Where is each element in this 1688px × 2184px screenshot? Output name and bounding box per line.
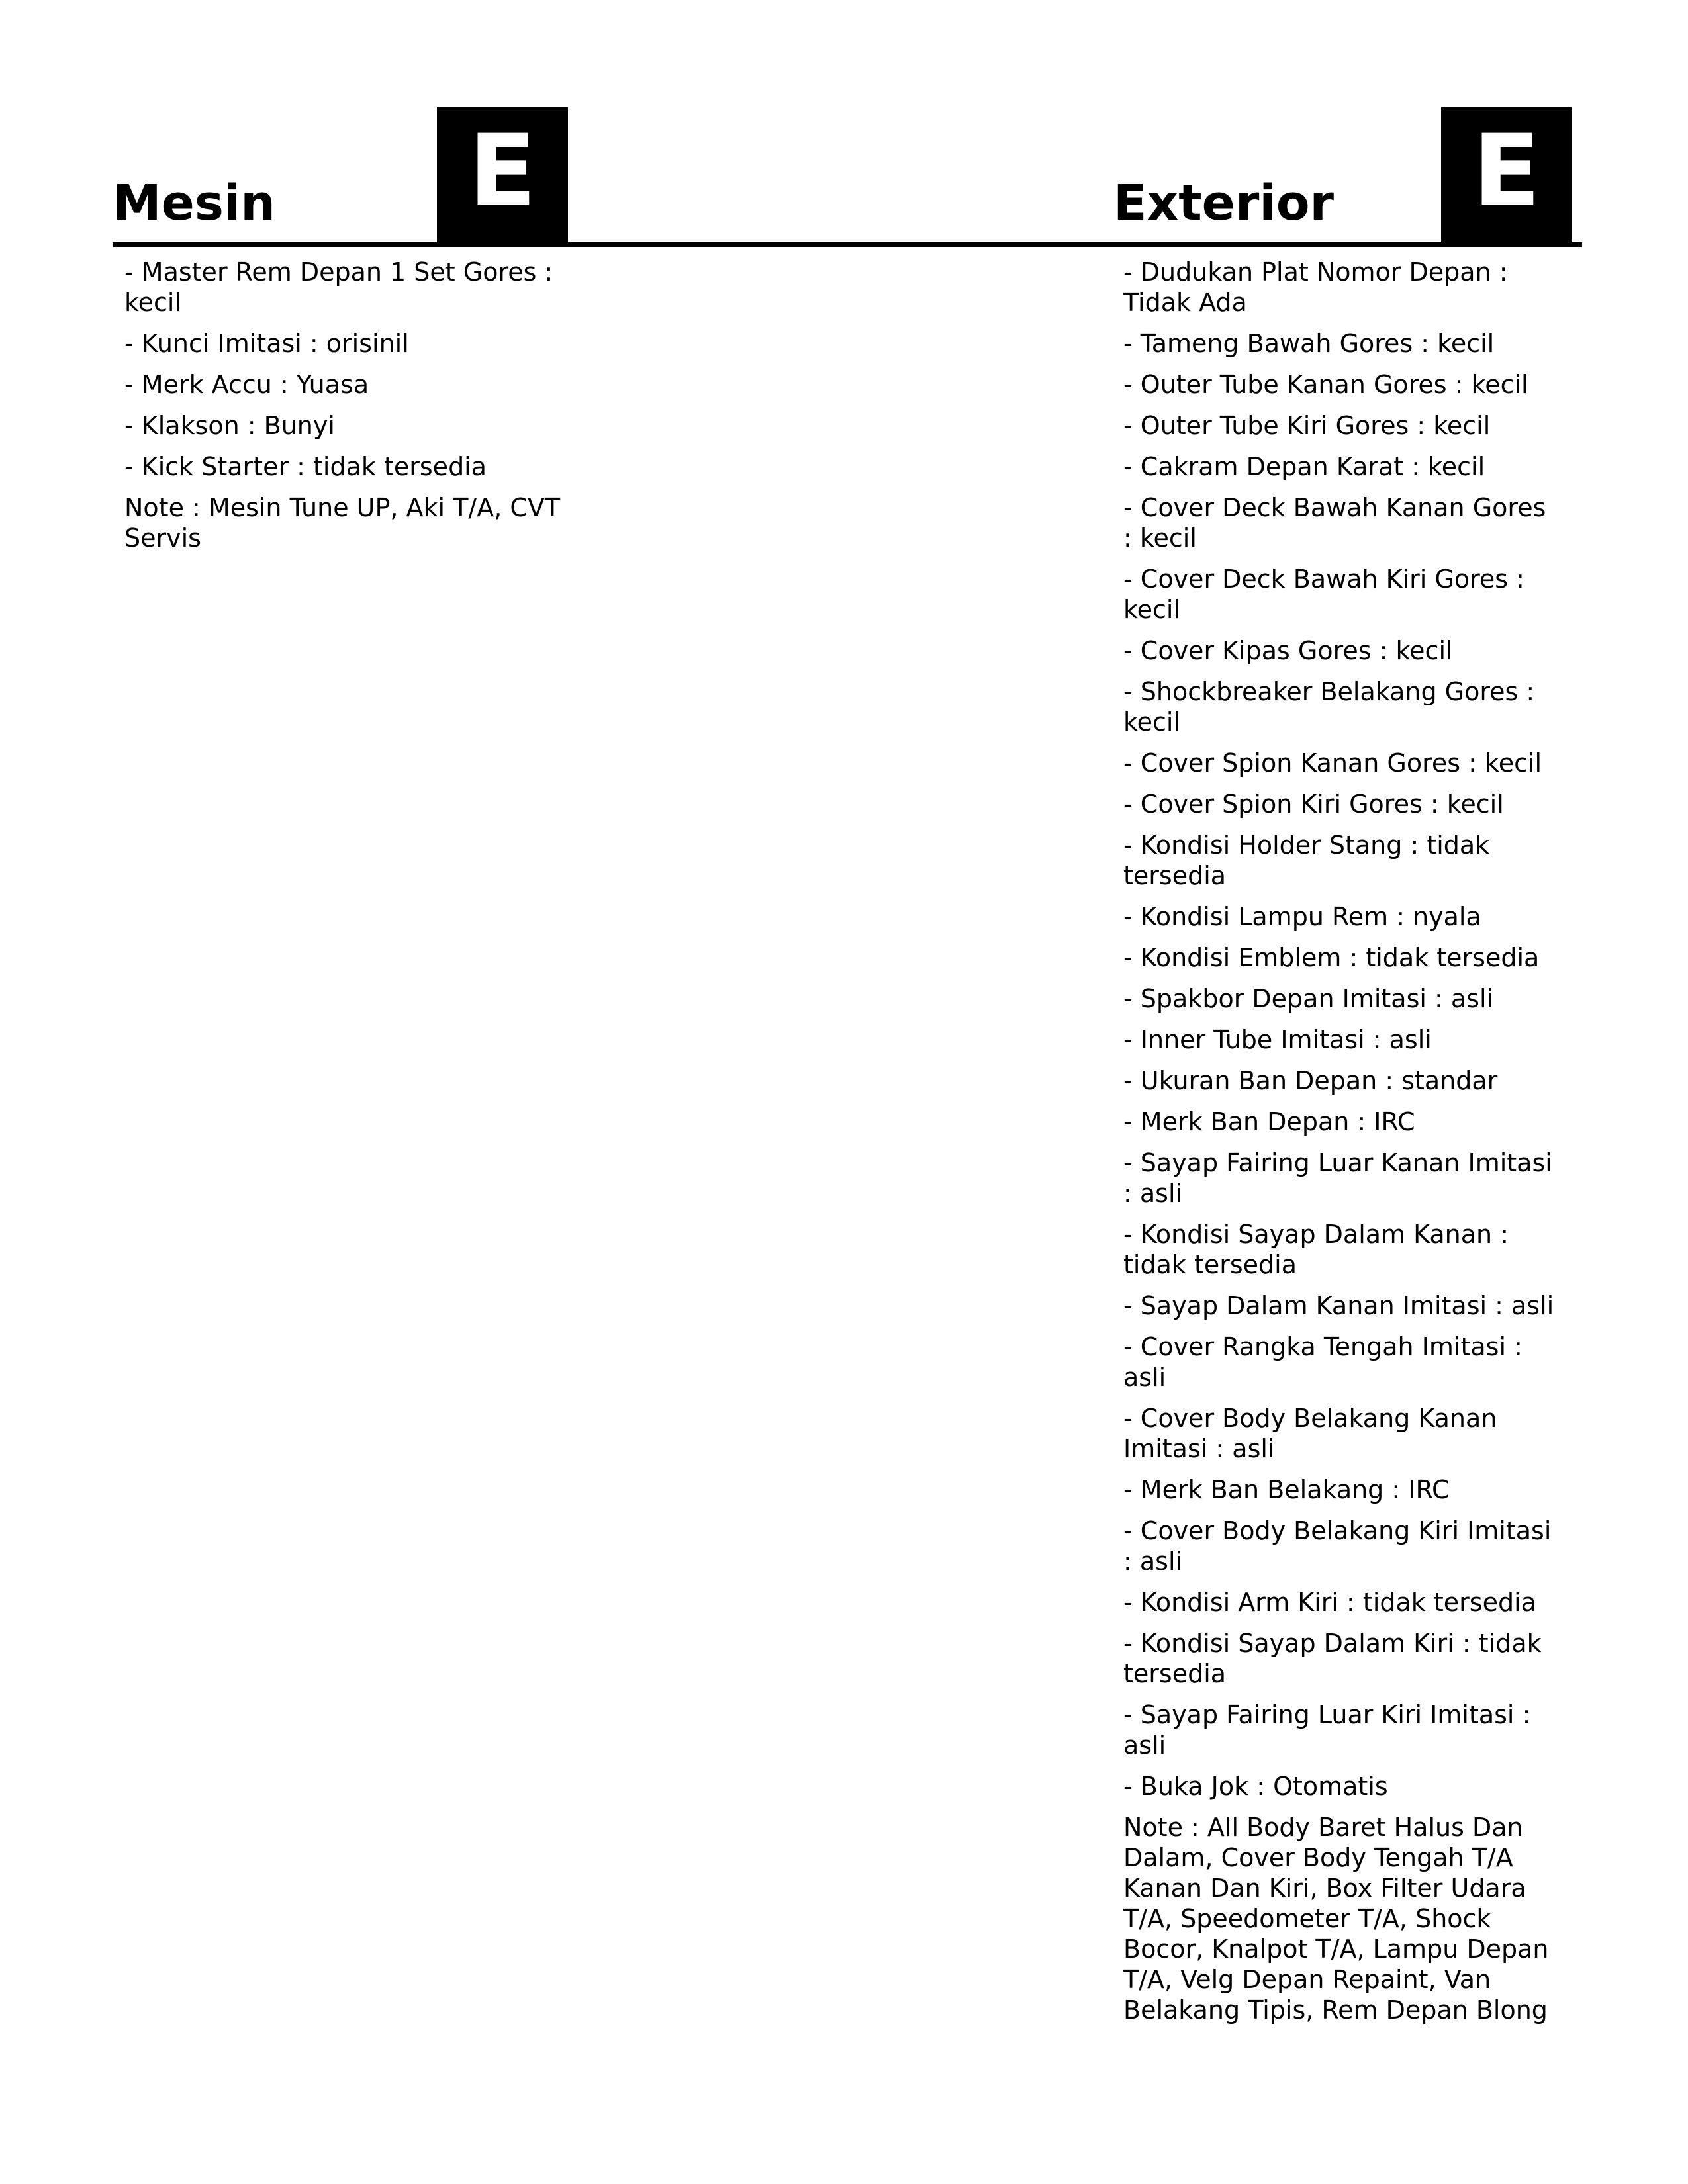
section-badge-mesin: E (437, 107, 568, 246)
mesin-list-item: - Kunci Imitasi : orisinil (124, 329, 409, 358)
mesin-list-item: - Klakson : Bunyi (124, 411, 335, 440)
exterior-list-item: - Kondisi Holder Stang : tidak tersedia (1123, 831, 1490, 890)
exterior-list-item: - Cover Spion Kanan Gores : kecil (1123, 749, 1542, 778)
mesin-note: Note : Mesin Tune UP, Aki T/A, CVT Servis (124, 493, 561, 553)
exterior-list-item: - Cover Rangka Tengah Imitasi : asli (1123, 1332, 1523, 1392)
header-rule (113, 242, 1582, 247)
exterior-list-item: - Kondisi Sayap Dalam Kiri : tidak tersedia (1123, 1629, 1542, 1688)
exterior-list-item: - Cover Body Belakang Kanan Imitasi : asli (1123, 1404, 1497, 1463)
exterior-list-item: - Spakbor Depan Imitasi : asli (1123, 984, 1494, 1013)
exterior-list-item: - Cover Deck Bawah Kiri Gores : kecil (1123, 565, 1524, 624)
mesin-list-item: - Master Rem Depan 1 Set Gores : kecil (124, 257, 553, 317)
exterior-list-item: - Tameng Bawah Gores : kecil (1123, 329, 1495, 358)
exterior-list-item: - Kondisi Lampu Rem : nyala (1123, 902, 1481, 931)
exterior-list-item: - Outer Tube Kanan Gores : kecil (1123, 370, 1528, 399)
exterior-list-item: - Outer Tube Kiri Gores : kecil (1123, 411, 1491, 440)
exterior-list-item: - Sayap Dalam Kanan Imitasi : asli (1123, 1291, 1554, 1320)
mesin-list (124, 257, 561, 564)
exterior-list-item: - Inner Tube Imitasi : asli (1123, 1025, 1432, 1054)
exterior-list-item: - Merk Ban Depan : IRC (1123, 1107, 1415, 1136)
exterior-list-item: - Kondisi Sayap Dalam Kanan : tidak tersedia (1123, 1220, 1509, 1279)
section-badge-exterior: E (1441, 107, 1572, 246)
exterior-list-item: - Cover Spion Kiri Gores : kecil (1123, 790, 1504, 819)
exterior-list-item: - Buka Jok : Otomatis (1123, 1772, 1388, 1801)
mesin-list-item: - Merk Accu : Yuasa (124, 370, 369, 399)
exterior-list-item: - Cover Body Belakang Kiri Imitasi : asli (1123, 1516, 1552, 1576)
exterior-list-item: - Sayap Fairing Luar Kanan Imitasi : asli (1123, 1148, 1552, 1208)
exterior-list (1123, 257, 1560, 2036)
exterior-list-item: - Kondisi Emblem : tidak tersedia (1123, 943, 1540, 972)
exterior-list-item: - Dudukan Plat Nomor Depan : Tidak Ada (1123, 257, 1508, 317)
mesin-list-item: - Kick Starter : tidak tersedia (124, 452, 487, 481)
exterior-list-item: - Cover Kipas Gores : kecil (1123, 636, 1453, 665)
exterior-list-item: - Cover Deck Bawah Kanan Gores : kecil (1123, 493, 1546, 553)
section-title-mesin: Mesin (113, 175, 275, 232)
exterior-list-item: - Ukuran Ban Depan : standar (1123, 1066, 1498, 1095)
exterior-list-item: - Cakram Depan Karat : kecil (1123, 452, 1485, 481)
exterior-list-item: - Sayap Fairing Luar Kiri Imitasi : asli (1123, 1700, 1531, 1760)
exterior-list-item: - Merk Ban Belakang : IRC (1123, 1475, 1450, 1504)
exterior-list-item: - Kondisi Arm Kiri : tidak tersedia (1123, 1588, 1536, 1617)
section-title-exterior: Exterior (1113, 175, 1335, 232)
exterior-list-item: - Shockbreaker Belakang Gores : kecil (1123, 677, 1535, 737)
exterior-note: Note : All Body Baret Halus Dan Dalam, Cover Body Tengah T/A Kanan Dan Kiri, Box Filter Udara T/A, Speedometer T/A, Shock Bocor, Knalpot T/A, Lampu Depan T/A, Velg Depan Repaint, Van Belakang Tipis, Rem Depan Blong (1123, 1813, 1549, 2025)
